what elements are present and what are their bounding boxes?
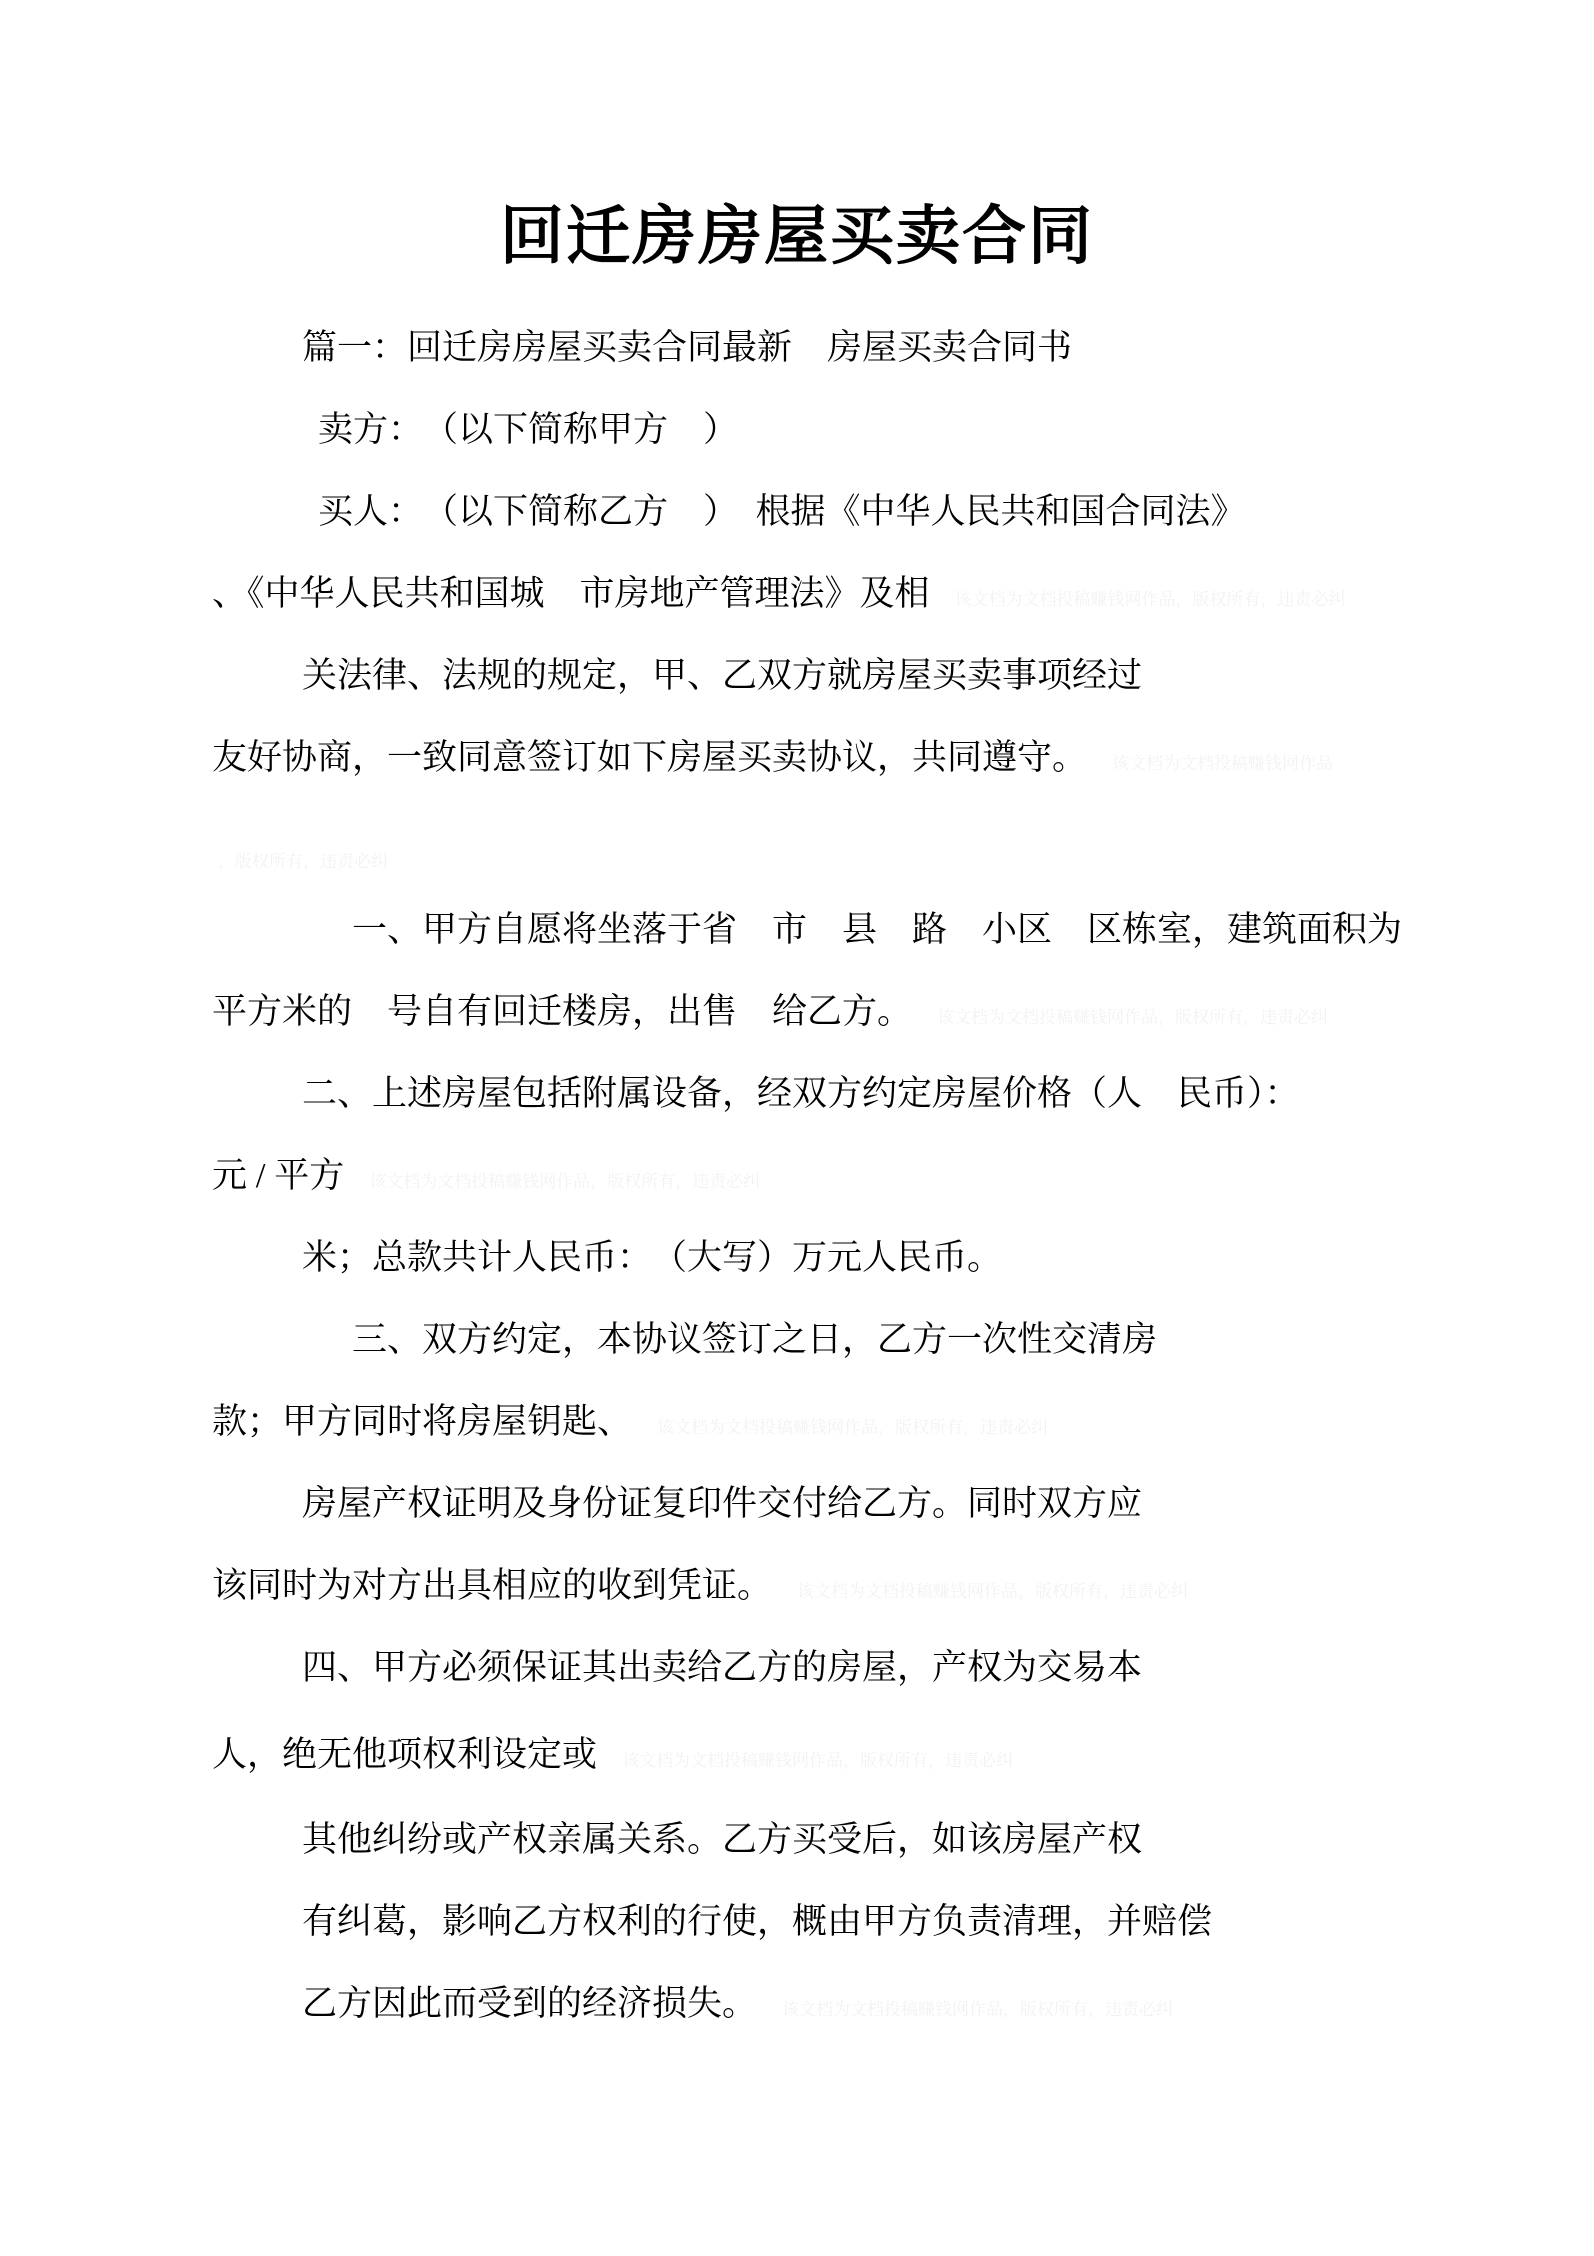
paragraph-line	[302, 1482, 1534, 1532]
line-text: 其他纠纷或产权亲属关系。乙方买受后，如该房屋产权	[302, 1820, 1143, 1859]
line-text: 款；甲方同时将房屋钥匙、	[212, 1402, 633, 1441]
paragraph-line	[302, 1072, 1534, 1122]
line-text: 篇一：回迁房房屋买卖合同最新 房屋买卖合同书	[302, 328, 1073, 367]
paragraph-line	[212, 1400, 1534, 1450]
paragraph-line	[352, 908, 1534, 958]
line-text: 友好协商，一致同意签订如下房屋买卖协议，共同遵守。	[212, 738, 1088, 777]
document-title: 回迁房房屋买卖合同	[500, 200, 1094, 272]
line-text: 人，绝无他项权利设定或	[212, 1735, 598, 1774]
line-text: 房屋产权证明及身份证复印件交付给乙方。同时双方应	[302, 1484, 1143, 1523]
paragraph-line	[302, 1818, 1534, 1868]
paragraph-line	[302, 654, 1534, 704]
line-text: 平方米的 号自有回迁楼房，出售 给乙方。	[212, 992, 913, 1031]
line-text: 三、双方约定，本协议签订之日，乙方一次性交清房	[352, 1320, 1158, 1359]
line-text: 关法律、法规的规定，甲、乙双方就房屋买卖事项经过	[302, 656, 1143, 695]
watermark-text: 该文档为文档投稿赚钱网作品，版权所有，违责必纠	[797, 1582, 1189, 1601]
paragraph-line	[212, 990, 1534, 1040]
watermark-text: ，版权所有，违责必纠	[218, 852, 388, 871]
line-text: 有纠葛，影响乙方权利的行使，概由甲方负责清理，并赔偿	[302, 1902, 1213, 1941]
paragraph-line	[318, 408, 1534, 458]
watermark-text: 该文档为文档投稿赚钱网作品，版权所有，违责必纠	[622, 1751, 1014, 1770]
paragraph-line	[302, 1646, 1534, 1696]
line-text: 元 / 平方	[212, 1156, 345, 1195]
line-text: 二、上述房屋包括附属设备，经双方约定房屋价格（人 民币）：	[302, 1074, 1300, 1113]
watermark-text: 该文档为文档投稿赚钱网作品，版权所有，违责必纠	[937, 1008, 1329, 1027]
watermark-line	[212, 840, 1534, 884]
paragraph-line	[302, 1982, 1534, 2032]
paragraph-line	[302, 1236, 1534, 1286]
paragraph-line	[302, 326, 1534, 376]
line-text: 该同时为对方出具相应的收到凭证。	[212, 1566, 773, 1605]
paragraph-line	[212, 1154, 1534, 1204]
line-text: 乙方因此而受到的经济损失。	[302, 1984, 758, 2023]
paragraph-line	[212, 1733, 1534, 1783]
watermark-text: 该文档为文档投稿赚钱网作品，版权所有，违责必纠	[782, 2000, 1174, 2019]
line-text: 四、甲方必须保证其出卖给乙方的房屋，产权为交易本	[302, 1648, 1143, 1687]
line-text: 米；总款共计人民币： （大写）万元人民币。	[302, 1238, 1003, 1277]
paragraph-line	[212, 1564, 1534, 1614]
watermark-text: 该文档为文档投稿赚钱网作品，版权所有，违责必纠	[657, 1418, 1049, 1437]
paragraph-line	[318, 490, 1534, 540]
watermark-text: 该文档为文档投稿赚钱网作品，版权所有，违责必纠	[369, 1172, 761, 1191]
line-text: 买人： （以下简称乙方 ） 根据《中华人民共和国合同法》	[318, 492, 1246, 531]
paragraph-line	[302, 1900, 1534, 1950]
paragraph-line	[212, 736, 1534, 786]
watermark-text: 该文档为文档投稿赚钱网作品，版权所有，违责必纠	[954, 590, 1346, 609]
paragraph-line	[212, 572, 1534, 622]
paragraph-line	[352, 1318, 1534, 1368]
line-text: 、《中华人民共和国城 市房地产管理法》及相	[212, 574, 930, 613]
watermark-text: 该文档为文档投稿赚钱网作品	[1112, 754, 1334, 773]
line-text: 卖方： （以下简称甲方 ）	[318, 410, 739, 449]
line-text: 一、甲方自愿将坐落于省 市 县 路 小区 区栋室，建筑面积为	[352, 910, 1403, 949]
